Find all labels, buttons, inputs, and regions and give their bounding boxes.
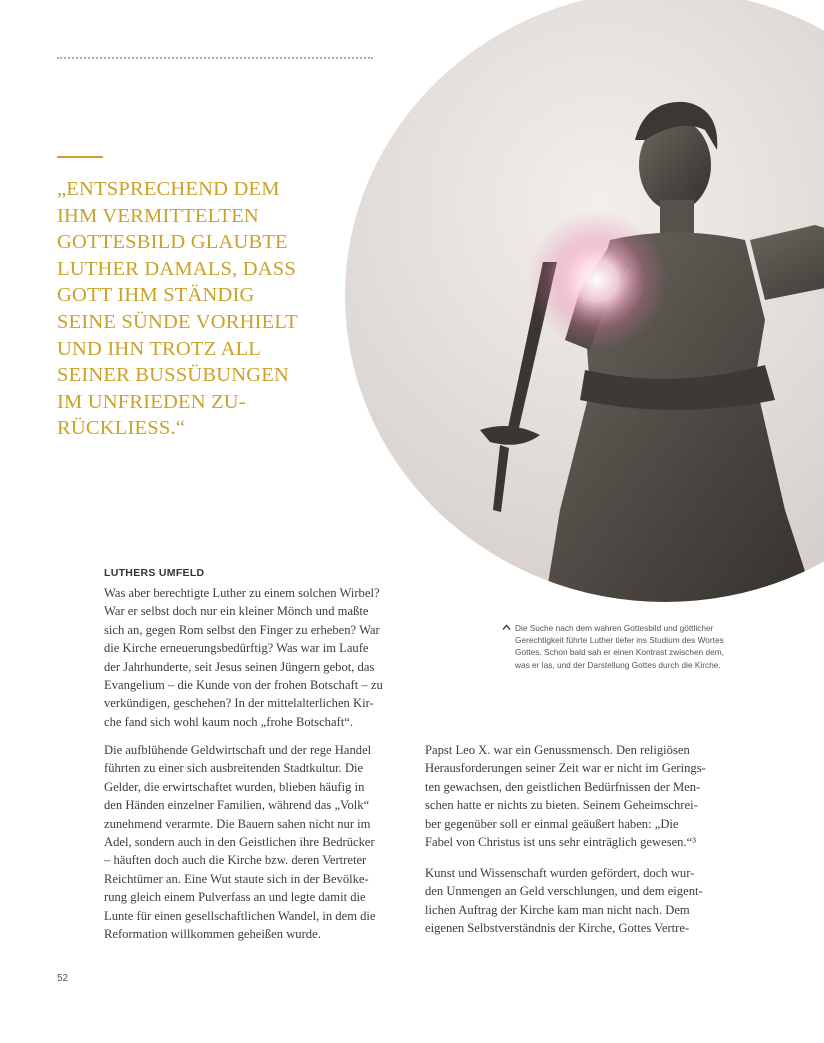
text-line: den Unmengen an Geld verschlungen, und dem eigent- bbox=[425, 884, 703, 899]
dotted-divider bbox=[57, 57, 373, 59]
pull-quote-line: GOTTESBILD GLAUBTE bbox=[57, 231, 288, 254]
text-line: der Jahrhunderte, seit Jesus seinen Jüngern gebot, das bbox=[104, 659, 375, 674]
pull-quote-line: UND IHN TROTZ ALL bbox=[57, 337, 262, 360]
text-line: verkündigen, geschehen? In der mittelalterlichen Kir- bbox=[104, 696, 374, 711]
text-line: Herausforderungen seiner Zeit war er nicht im Gerings- bbox=[425, 761, 706, 776]
text-line: Gelder, die erwirtschaftet wurden, blieben häufig in bbox=[104, 779, 365, 794]
caption-line: Gottes. Schon bald sah er einen Kontrast zwischen dem, bbox=[515, 647, 724, 658]
text-line: eigenen Selbstverständnis der Kirche, Gottes Vertre- bbox=[425, 921, 690, 936]
text-line: Papst Leo X. war ein Genussmensch. Den religiösen bbox=[425, 743, 690, 757]
body-paragraph bbox=[425, 741, 706, 851]
text-line: Adel, sondern auch in den Geistlichen ihre Bedrücker bbox=[104, 835, 375, 850]
text-line: Kunst und Wissenschaft wurden gefördert, doch wur- bbox=[425, 866, 695, 880]
accent-rule bbox=[57, 156, 103, 158]
pull-quote-line: SEINE SÜNDE VORHIELT bbox=[57, 310, 298, 333]
caret-up-icon bbox=[502, 623, 511, 632]
pull-quote-line: „ENTSPRECHEND DEM bbox=[57, 178, 280, 200]
text-line: – häuften doch auch die Kirche bzw. deren Vertreter bbox=[104, 853, 367, 868]
pull-quote-line: LUTHER DAMALS, DASS bbox=[57, 257, 296, 280]
body-paragraph bbox=[425, 864, 703, 938]
text-line: Was aber berechtigte Luther zu einem solchen Wirbel? bbox=[104, 586, 380, 600]
text-line: Fabel von Christus ist uns sehr einträglich gewesen.“³ bbox=[425, 835, 696, 850]
text-line: War er selbst doch nur ein kleiner Mönch und maßte bbox=[104, 604, 369, 619]
caption-line: Gerechtigkeit führte Luther tiefer ins Studium des Wortes bbox=[515, 635, 724, 646]
text-line: lichen Auftrag der Kirche kam man nicht nach. Dem bbox=[425, 902, 690, 917]
justitia-statue-photo bbox=[345, 0, 824, 602]
pull-quote-line: IM UNFRIEDEN ZU- bbox=[57, 390, 246, 413]
text-line: che fand sich wohl kaum noch „frohe Botschaft“. bbox=[104, 714, 353, 729]
pull-quote-line: SEINER BUSSÜBUNGEN bbox=[57, 364, 289, 387]
pull-quote bbox=[57, 176, 357, 442]
text-line: ber gegenüber soll er einmal geäußert haben: „Die bbox=[425, 816, 679, 831]
caption-line: was er las, und der Darstellung Gottes durch die Kirche. bbox=[515, 659, 721, 670]
pull-quote-line: GOTT IHM STÄNDIG bbox=[57, 284, 255, 307]
text-line: Die aufblühende Geldwirtschaft und der rege Handel bbox=[104, 743, 372, 757]
text-line: rung gleich einem Pulverfass an und legte damit die bbox=[104, 890, 366, 905]
page-number: 52 bbox=[57, 973, 69, 984]
text-line: den Händen einzelner Familien, während das „Volk“ bbox=[104, 798, 370, 813]
section-heading: LUTHERS UMFELD bbox=[104, 567, 205, 579]
body-paragraph bbox=[104, 584, 383, 731]
text-line: Reichtümer an. Eine Wut staute sich in der Bevölke- bbox=[104, 871, 369, 886]
pull-quote-line: RÜCKLIESS.“ bbox=[57, 417, 186, 440]
text-line: zunehmend verarmte. Die Bauern sahen nicht nur im bbox=[104, 816, 371, 831]
text-line: Lunte für einen gesellschaftlichen Wandel, in dem die bbox=[104, 908, 376, 923]
text-line: die Kirche erneuerungsbedürftig? Was war im Laufe bbox=[104, 641, 369, 656]
text-line: sich an, gegen Rom selbst den Finger zu erheben? War bbox=[104, 622, 380, 637]
text-line: führten zu einer sich ausbreitenden Stadtkultur. Die bbox=[104, 761, 364, 776]
text-line: Reformation willkommen geheißen wurde. bbox=[104, 927, 321, 942]
text-line: ten gewachsen, den geistlichen Bedürfnissen der Men- bbox=[425, 779, 701, 794]
photo-caption bbox=[515, 622, 724, 671]
body-paragraph bbox=[104, 741, 376, 943]
caption-line: Die Suche nach dem wahren Gottesbild und göttlicher bbox=[515, 623, 714, 633]
pull-quote-line: IHM VERMITTELTEN bbox=[57, 204, 259, 227]
text-line: schen hatte er nichts zu bieten. Seinem Geheimschrei- bbox=[425, 798, 698, 813]
text-line: Evangelium – die Kunde von der frohen Botschaft – zu bbox=[104, 678, 383, 693]
